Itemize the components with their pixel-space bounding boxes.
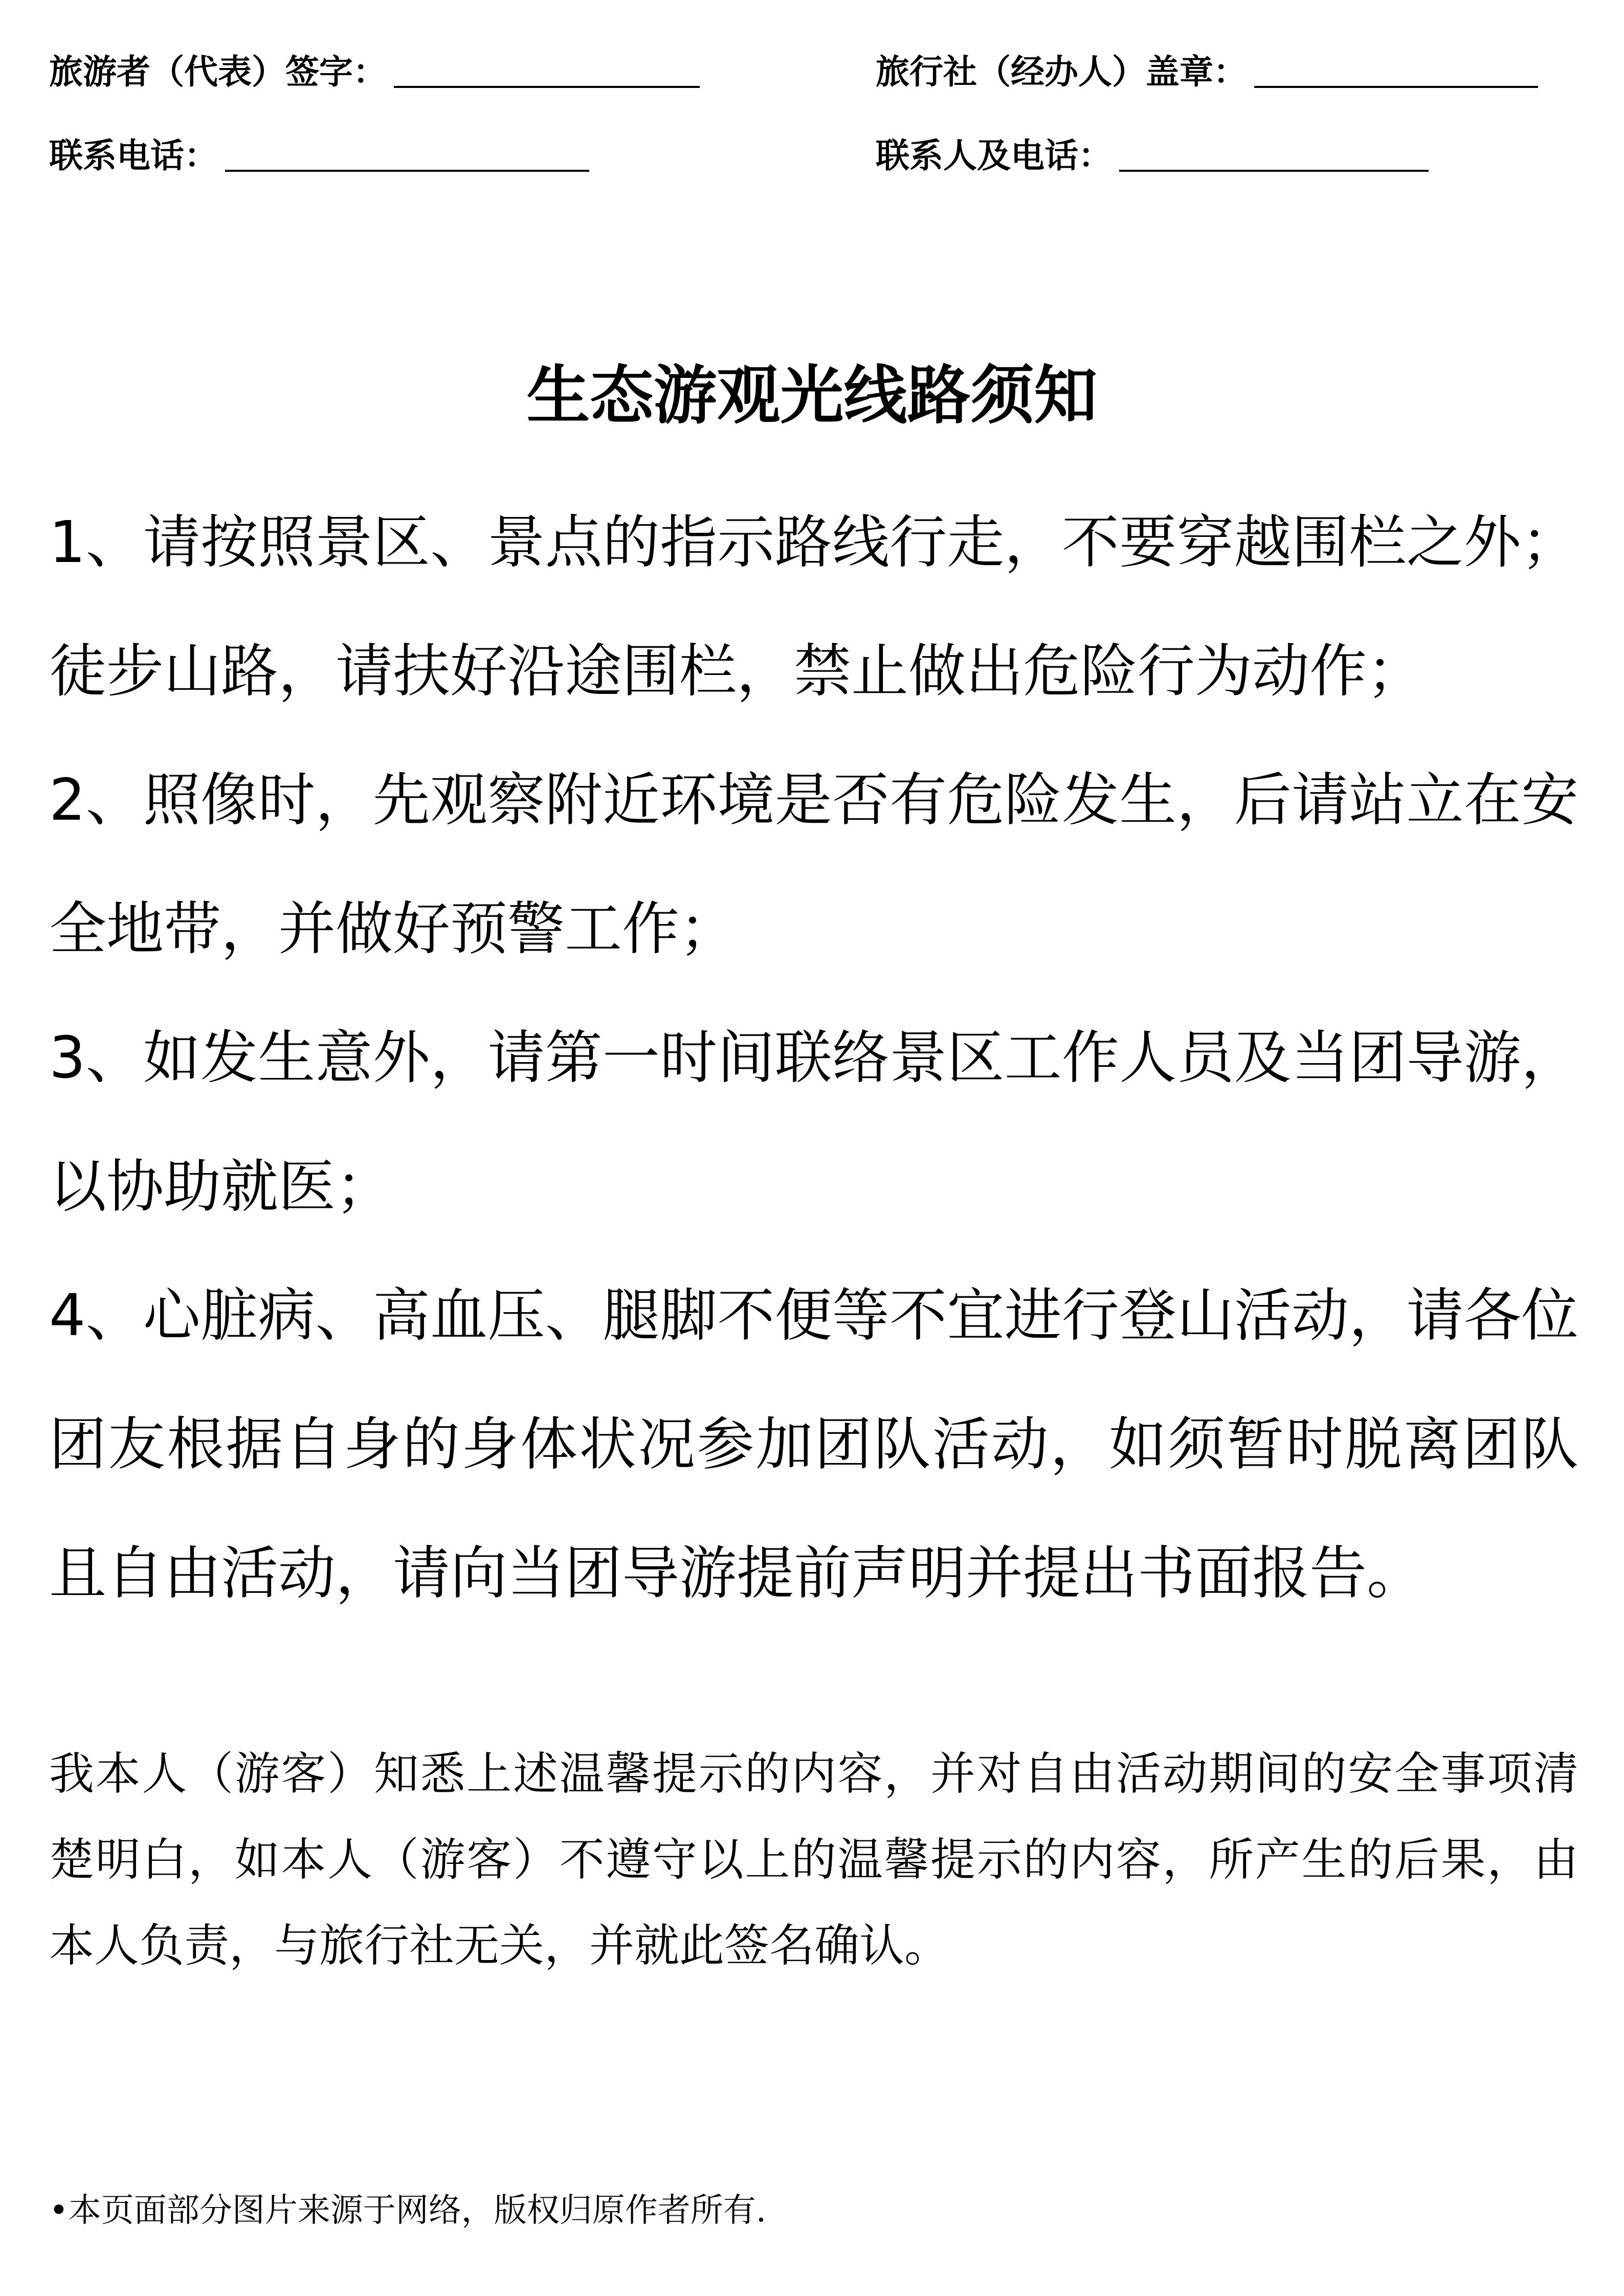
traveler-signature-label: 旅游者（代表）签字： — [49, 52, 387, 92]
phone-line — [225, 170, 589, 172]
agency-stamp-line — [1254, 86, 1538, 88]
contact-field — [876, 136, 1429, 175]
agency-stamp-label: 旅行社（经办人）盖章： — [876, 52, 1247, 92]
traveler-signature-line — [394, 86, 700, 88]
rule-item-3: 3、如发生意外，请第一时间联络景区工作人员及当团导游，以协助就医； — [49, 1025, 1578, 1220]
rule-item-4: 4、心脏病、高血压、腿脚不便等不宜进行登山活动，请各位团友根据自身的身体状况参加团队活动，如须暂时脱离团队且自由活动，请向当团导游提前声明并提出书面报告。 — [49, 1282, 1578, 1607]
rule-item-2: 2、照像时，先观察附近环境是否有危险发生，后请站立在安全地带，并做好预警工作； — [49, 767, 1578, 962]
contact-line — [1119, 170, 1429, 172]
phone-label: 联系电话： — [49, 136, 218, 175]
traveler-signature-field — [49, 52, 700, 92]
contact-label: 联系人及电话： — [876, 136, 1112, 175]
rules-list — [49, 478, 1578, 1638]
phone-field — [49, 136, 589, 175]
rule-item-1: 1、请按照景区、景点的指示路线行走，不要穿越围栏之外；徒步山路，请扶好沿途围栏，禁止做出危险行为动作； — [49, 509, 1578, 705]
footer-note: •本页面部分图片来源于网络，版权归原作者所有. — [49, 2192, 767, 2230]
page-title: 生态游观光线路须知 — [526, 359, 1098, 433]
declaration-paragraph: 我本人（游客）知悉上述温馨提示的内容，并对自由活动期间的安全事项清楚明白，如本人（游客）不遵守以上的温馨提示的内容，所产生的后果，由本人负责，与旅行社无关，并就此签名确认。 — [49, 1747, 1578, 1972]
agency-stamp-field — [876, 52, 1538, 92]
